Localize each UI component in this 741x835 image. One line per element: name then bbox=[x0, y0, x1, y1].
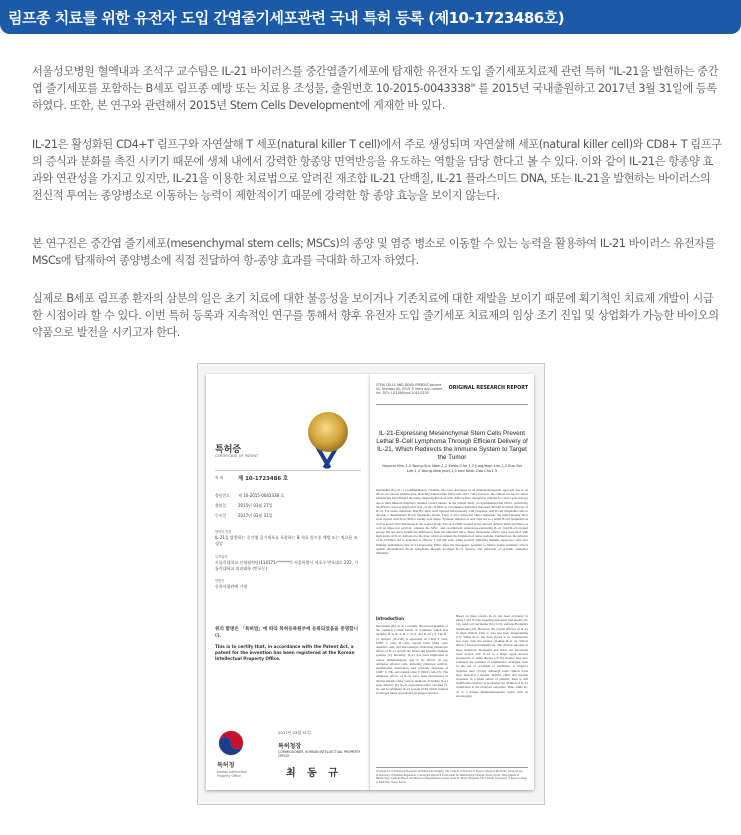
patent-and-paper-figure bbox=[197, 363, 545, 805]
report-type: ORIGINAL RESEARCH REPORT bbox=[448, 386, 528, 391]
registration-label: 등록일 bbox=[215, 513, 227, 518]
patent-certificate bbox=[206, 374, 370, 790]
gold-seal-icon bbox=[308, 412, 348, 452]
application-number: 제 10-2015-0043338 호 bbox=[238, 493, 285, 498]
certificate-subtitle: CERTIFICATE OF PATENT bbox=[215, 454, 259, 458]
journal-info: STEM CELLS AND DEVELOPMENT Volume 00, Number 00, 2015 © Mary Ann Liebert, Inc. DOI: 10.1089/scd.2015.0103 bbox=[376, 383, 444, 395]
owner-label: 특허권자 bbox=[215, 555, 228, 559]
office-name-english: Korean Intellectual Property Office bbox=[217, 770, 247, 778]
office-name: 특허청 bbox=[217, 762, 235, 769]
paper-footnote: 1Institute for Translational Research and Molecular Imaging, The Catholic University of Korea College of Medicine, Seoul, Korea. 2Laboratory of Immune Regulation, Convergent Research Consortium for Immunologic Disease, Seoul, Korea. 3Department of Hematology, Catholic Blood and Marrow Transplantation Center, Seoul St. Mary's Hospital, The Catholic University of Korea College of Medicine, Seoul, Korea. bbox=[376, 770, 528, 784]
commissioner-signature: 최 동 규 bbox=[286, 768, 342, 779]
patent-owner: 가톨릭대학교 산학협력단(114171-*******) 서울특별시 서초구 반포대로 222, 가톨릭대학교 의과대학 (반포동) bbox=[215, 560, 359, 571]
certificate-title: 특허증 bbox=[215, 445, 242, 455]
patent-number: 제 10-1723486 호 bbox=[238, 476, 289, 482]
intro-column-2: Based on these results, IL-21 has been evaluated in phase I and II trials targeting metastatic melanoma [10-14], renal cell carcinoma [12,13,15], and non-Hodgkin's lymphoma [16]. However, the overall efficacy of IL-21 in most clinical trials to date has been disappointing [17]. While IL-21 has been shown to be considerably less toxic than the related cytokine IL-2, its clinical efficacy has been insignificant. The clinical outcome of most metastatic melanoma and renal cell carcinoma cases treated with IL-21 as a single agent showed progressive or stable disease [10-16]. Studies have also evaluated the potential of combination strategies, such as the use of sorafenib or rituximab, to improve response rates [15,16]. Although some clinical trials have indicated a modest additive effect and durable responses in a small subset of patients, there is still insufficient evidence as to whether the addition of IL-21 contributed to the observed outcomes. Thus, while IL-21 is a unique immunotherapeutic agent with an encouraging bbox=[456, 614, 528, 698]
invention-label: 발명의 명칭 bbox=[215, 530, 232, 534]
paper-title: IL-21-Expressing Mesenchymal Stem Cells Prevent Lethal B-Cell Lymphoma Through Efficient Delivery of IL-21, Which Redirects the Immune System to Target the Tumor bbox=[376, 430, 528, 461]
certificate-divider bbox=[215, 470, 361, 471]
page-title: 림프종 치료를 위한 유전자 도입 간엽줄기세포관련 국내 특허 등록 (제10-1723486호) bbox=[8, 9, 565, 27]
patent-label: 특 허 bbox=[215, 475, 224, 480]
research-paper bbox=[370, 374, 534, 790]
commissioner-title: 특허청장 bbox=[278, 743, 302, 750]
statement-korean: 위의 발명은 「특허법」에 따라 특허등록원부에 등록되었음을 증명합니다. bbox=[215, 627, 359, 639]
application-label: 출원번호 bbox=[215, 493, 230, 498]
paper-abstract: Interleukin (IL)-21, a proinflammatory cytokine, has been developed as an immunotherapeutic approach due to its effects on various lymphocytes, including natural killer (NK) cells and T cells; however, the clinical success in cancer patients has been limited. Recently, mesenchymal stem cells (MSCs) have emerged as vehicles for cancer gene therapy due to their inherent migratory abilities toward tumors. In the present study, we hypothesized that MSCs, genetically modified to express high levels of IL-21 (IL-21/MSCs), can enhance antitumor responses through localized delivery of IL-21. For tumor induction, BALB/c mice were injected intravenously with syngeneic A20 B-cell lymphoma cells to develop a disseminated B-cell lymphoma model. Then, 6 days following tumor induction, the tumor-bearing mice were treated with IL-21/MSCs weekly, four times. Systemic infusion of A20 cells led to a lethal B-cell lymphoma as well as severe liver metastasis in the control group. The IL-21/MSC-treated group showed delayed tumor incidence as well as improved survival, whereas the MSC- and recombinant adenovirus-expressing IL-21 (rAd/IL-21)-treated groups did not show significant differences from the untreated mice. These therapeutic effects were associated with high levels of IL-21 delivered to the liver, which prevented the formation of tumor nodules. Furthermore, the infusion of IL-21/MSCs led to induction of effector T and NK cells, while potently inhibiting immune suppressor cells. Our findings demonstrate that IL-21-expressing MSCs have the therapeutic potential to induce potent antitumor effects against disseminated B-cell lymphoma through localized IL-21 delivery and induction of systemic antitumor immunity. bbox=[376, 488, 528, 556]
filing-date: 2015년 03월 27일 bbox=[238, 503, 273, 508]
invention-title: IL-21을 발현하는 중간엽 줄기세포를 포함하는 B 세포 림프종 예방 또는 치료용 조성물 bbox=[215, 535, 358, 546]
paragraph-4: 실제로 B세포 림프종 환자의 삼분의 일은 초기 치료에 대한 불응성을 보이거나 기존치료에 대한 재발을 보이기 때문에 획기적인 치료제 개발이 시급한 시점이라 할 수 있다. 이번 특허 등록과 지속적인 연구를 통해서 향후 유전자 도입 줄기세포 치료제의 임상 조기 진입 및 상업화가 가능한 바이오의약품으로 발전을 시키고자 한다. bbox=[32, 292, 719, 339]
kipo-emblem-icon bbox=[218, 730, 244, 756]
certificate-date: 2017년 03월 31일 bbox=[278, 730, 311, 735]
registration-date: 2017년 03월 31일 bbox=[238, 513, 273, 518]
inventor-label: 발명자 bbox=[215, 579, 225, 583]
paper-rule-footnote bbox=[376, 767, 528, 768]
intro-heading: Introduction bbox=[376, 616, 404, 621]
paper-authors: Nayoun Kim,1,2 Young-Sun Nam,1,2 Kwon-Il Im,1,2 Jung-Yeon Lim,1,2 Eun-Sol Lee,1,2 Young-Woo Jeon,1,3 and Seok-Goo Cho1-3 bbox=[382, 464, 522, 473]
statement-english: This is to certify that, in accordance with the Patent Act, a patent for the invention has been registered at the Korean Intellectual Property Office. bbox=[215, 644, 355, 661]
filing-label: 출원일 bbox=[215, 503, 227, 508]
paragraph-1: 서울성모병원 혈액내과 조석구 교수팀은 IL-21 바이러스를 중간엽줄기세포에 탑재한 유전자 도입 줄기세포치료제 관련 특허 "IL-21을 발현하는 중간엽 줄기세포를 포함하는 B세포 림프종 예방 또는 치료용 조성물, 출원번호 10-2015-0043338" 를 2015년 국내출원하고 2017년 3월 31일에 등록하였다. 또한, 본 연구와 관련해서 2015년 Stem Cells Development에 게재한 바 있다. bbox=[32, 65, 719, 112]
commissioner-english: COMMISSIONER, KOREAN INTELLECTUAL PROPERTY OFFICE bbox=[278, 750, 361, 758]
inventor: 등록사항란에 기재 bbox=[215, 584, 248, 589]
paragraph-2: IL-21은 활성화된 CD4+T 림프구와 자연살해 T 세포(natural killer T cell)에서 주로 생성되며 자연살해 세포(natural killer cell)와 CD8+ T 림프구의 증식과 분화를 촉진 시키기 때문에 생체 내에서 강력한 항종양 면역반응을 유도하는 역할을 담당 한다고 볼 수 있다. 이와 같이 IL-21은 항종양 효과와 연관성을 가지고 있지만, IL-21을 이용한 치료법으로 알려진 재조합 IL-21 단백질, IL-21 플라스미드 DNA, 또는 IL-21을 발현하는 바이러스의 전신적 투여는 종양병소로 이동하는 능력이 제한적이기 때문에 강력한 항 종양 효능을 보이지 않는다. bbox=[32, 138, 722, 202]
intro-column-1: Interleukin (IL)-21 is a recently discovered member of the common γ-chain family of cytokines, which also includes IL-2, IL-4, IL-7, IL-9, and IL-15 [1]. The IL-21 receptor (IL-21R) is expressed on CD4+ T cells, CD8+ T cells, B cells, natural killer (NK) cells, dendritic cells, and macrophages, indicating pleiotropic effects of IL-21 in both the innate and adaptive immune systems [2]. Recently, IL-21 has been implicated in cancer immunotherapy due to its effects on key antitumor effector cells, including enhanced survival, proliferation, maturation, and cytotoxic functions of CD8+ T, NK, and natural killer T (NKT) cells [3]. The antitumor effects of IL-21 have been investigated in murine models using various methods, including IL-21 gene delivery [4], IL-21-expressing tumor vaccines [5-6], and recombinant IL-21 protein [6-8], which resulted in delayed tumor growth and prolonged survival. bbox=[376, 624, 448, 696]
page-banner bbox=[0, 0, 741, 34]
paper-rule-top bbox=[376, 404, 528, 405]
paragraph-3: 본 연구진은 중간엽 줄기세포(mesenchymal stem cells; MSCs)의 종양 및 염증 병소로 이동할 수 있는 능력을 활용하여 IL-21 바이러스 유전자를 MSCs에 탑재하여 종양병소에 직접 전달하여 항-종양 효과를 극대화 하고자 하였다. bbox=[32, 237, 715, 267]
